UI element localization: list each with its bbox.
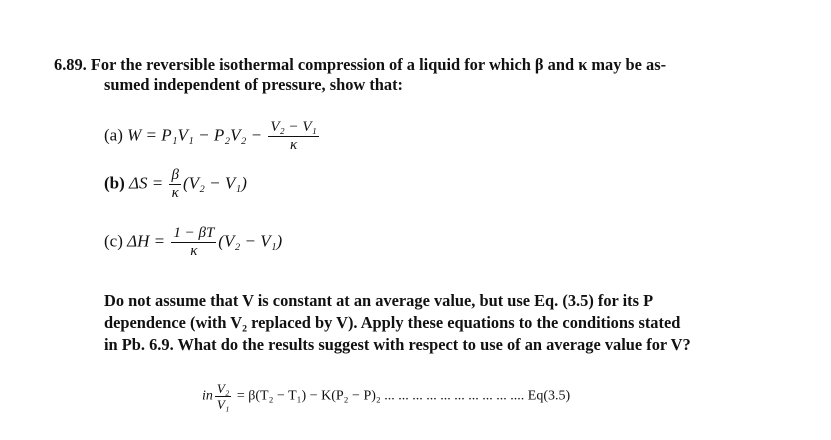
equation-c-rhs: (V₂ − V₁) <box>218 231 283 251</box>
equation-b-denominator: κ <box>169 184 180 202</box>
reference-equation-numerator: V₂ <box>216 381 230 396</box>
equation-c-fraction <box>171 225 216 260</box>
problem-heading <box>54 55 666 76</box>
equation-c-label: (c) <box>104 231 123 251</box>
equation-b-rhs: (V₂ − V₁) <box>182 173 247 193</box>
equation-b <box>104 167 247 202</box>
equation-c-numerator: 1 − βT <box>173 225 215 241</box>
equation-a <box>104 119 321 154</box>
problem-intro-line2: sumed independent of pressure, show that: <box>104 75 404 94</box>
equation-a-lhs: W = P₁V₁ − P₂V₂ − <box>127 125 263 145</box>
equation-c <box>104 225 282 260</box>
equation-a-denominator: κ <box>268 136 318 154</box>
equation-c-lhs: ΔH = <box>127 231 166 251</box>
reference-equation-rhs: = β(T₂ − T₁) − K(P₂ − P)₂ ... ... ... ... ... ... ... ... ... .... Eq(3.5) <box>236 388 571 404</box>
instruction-line3: in Pb. 6.9. What do the results suggest with respect to use of an average value for V? <box>104 335 691 354</box>
reference-equation-prefix: in <box>202 388 213 404</box>
equation-b-lhs: ΔS = <box>129 173 164 193</box>
equation-a-fraction <box>268 119 318 154</box>
reference-equation-denominator: V₁ <box>216 397 230 412</box>
equation-b-label: (b) <box>104 173 125 193</box>
problem-intro-line1: For the reversible isothermal compression of a liquid for which β and κ may be as- <box>90 55 667 74</box>
reference-equation-fraction <box>215 381 231 412</box>
equation-a-label: (a) <box>104 125 123 145</box>
equation-b-numerator: β <box>171 167 179 183</box>
equation-c-denominator: κ <box>171 242 216 260</box>
instruction-line1: Do not assume that V is constant at an average value, but use Eq. (3.5) for its P <box>104 291 654 310</box>
reference-equation <box>202 381 570 412</box>
equation-a-numerator: V₂ − V₁ <box>270 119 317 135</box>
equation-b-fraction <box>169 167 180 202</box>
problem-number: 6.89. <box>54 55 87 74</box>
instruction-line2: dependence (with V₂ replaced by V). Apply these equations to the conditions stated <box>104 313 681 332</box>
